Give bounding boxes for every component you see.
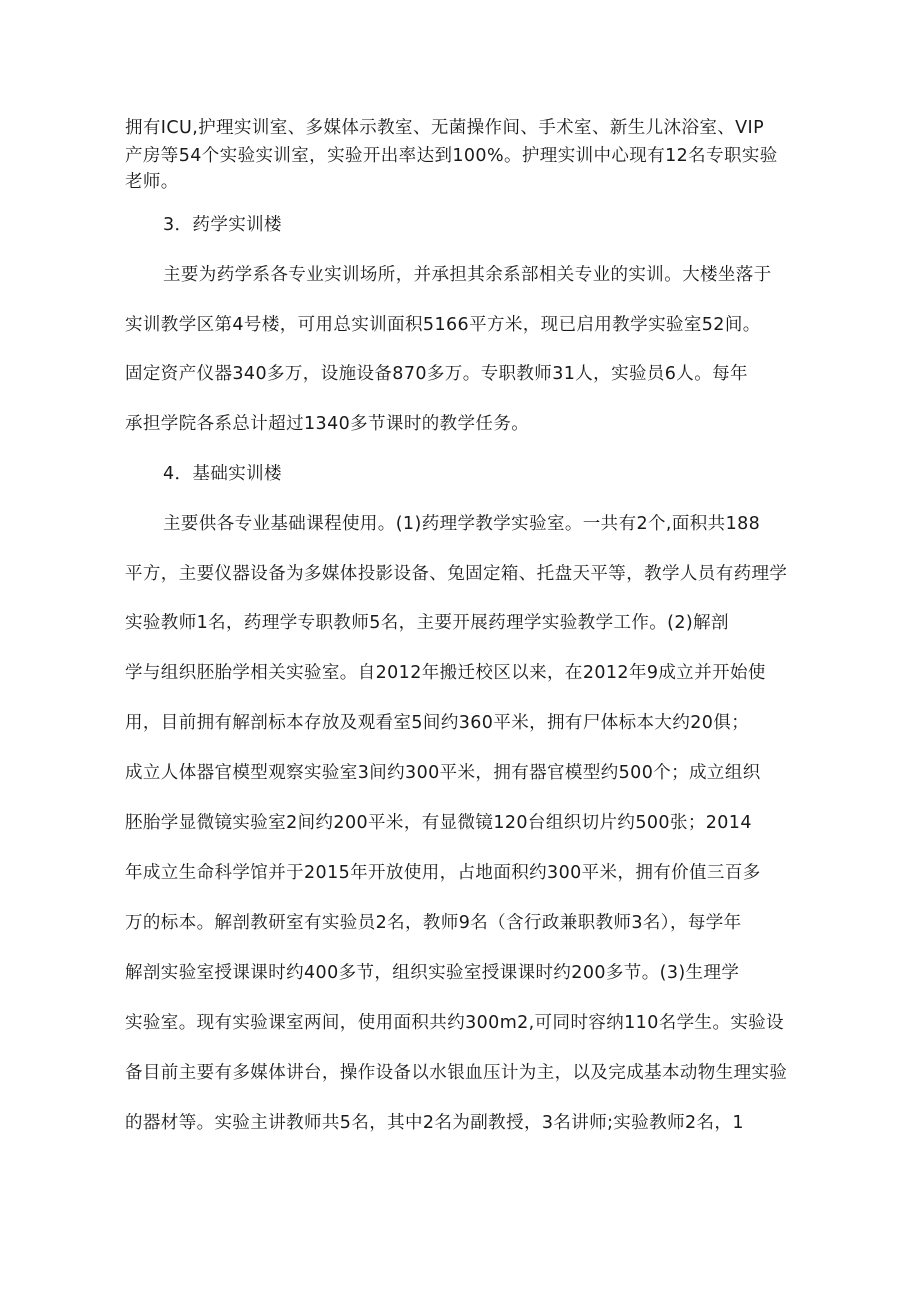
paragraph-3-line-11: 实验室。现有实验课室两间，使用面积共约300m2,可同时容纳110名学生。实验设 [125, 1013, 785, 1033]
section-heading-3: 3．药学实训楼 [163, 215, 282, 235]
paragraph-3-line-7: 胚胎学显微镜实验室2间约200平米，有显微镜120台组织切片约500张；2014 [125, 813, 752, 833]
paragraph-1-line-3: 老师。 [125, 172, 179, 192]
paragraph-3-line-1: 主要供各专业基础课程使用。(1)药理学教学实验室。一共有2个,面积共188 [163, 514, 761, 534]
paragraph-3-line-6: 成立人体器官模型观察实验室3间约300平米，拥有器官模型约500个；成立组织 [125, 763, 761, 783]
paragraph-3-line-9: 万的标本。解剖教研室有实验员2名，教师9名（含行政兼职教师3名），每学年 [125, 913, 742, 933]
paragraph-2-line-4: 承担学院各系总计超过1340多节课时的教学任务。 [125, 414, 530, 434]
paragraph-3-line-10: 解剖实验室授课课时约400多节，组织实验室授课课时约200多节。(3)生理学 [125, 963, 740, 983]
paragraph-1-line-2: 产房等54个实验实训室，实验开出率达到100%。护理实训中心现有12名专职实验 [125, 146, 778, 166]
paragraph-3-line-2: 平方，主要仪器设备为多媒体投影设备、兔固定箱、托盘天平等，教学人员有药理学 [125, 564, 788, 584]
paragraph-3-line-12: 备目前主要有多媒体讲台，操作设备以水银血压计为主，以及完成基本动物生理实验 [125, 1063, 788, 1083]
paragraph-1-line-1: 拥有ICU,护理实训室、多媒体示教室、无菌操作间、手术室、新生儿沐浴室、VIP [125, 118, 765, 138]
paragraph-3-line-8: 年成立生命科学馆并于2015年开放使用，占地面积约300平米，拥有价值三百多 [125, 863, 761, 883]
section-heading-4: 4．基础实训楼 [163, 464, 282, 484]
paragraph-2-line-2: 实训教学区第4号楼，可用总实训面积5166平方米，现已启用教学实验室52间。 [125, 315, 761, 335]
paragraph-3-line-4: 学与组织胚胎学相关实验室。自2012年搬迁校区以来，在2012年9成立并开始使 [125, 663, 766, 683]
paragraph-2-line-1: 主要为药学系各专业实训场所，并承担其余系部相关专业的实训。大楼坐落于 [163, 265, 772, 285]
paragraph-3-line-13: 的器材等。实验主讲教师共5名，其中2名为副教授，3名讲师;实验教师2名，1 [125, 1113, 744, 1133]
paragraph-2-line-3: 固定资产仪器340多万，设施设备870多万。专职教师31人，实验员6人。每年 [125, 364, 748, 384]
paragraph-3-line-5: 用，目前拥有解剖标本存放及观看室5间约360平米，拥有尸体标本大约20俱； [125, 713, 750, 733]
paragraph-3-line-3: 实验教师1名，药理学专职教师5名，主要开展药理学实验教学工作。(2)解剖 [125, 613, 729, 633]
